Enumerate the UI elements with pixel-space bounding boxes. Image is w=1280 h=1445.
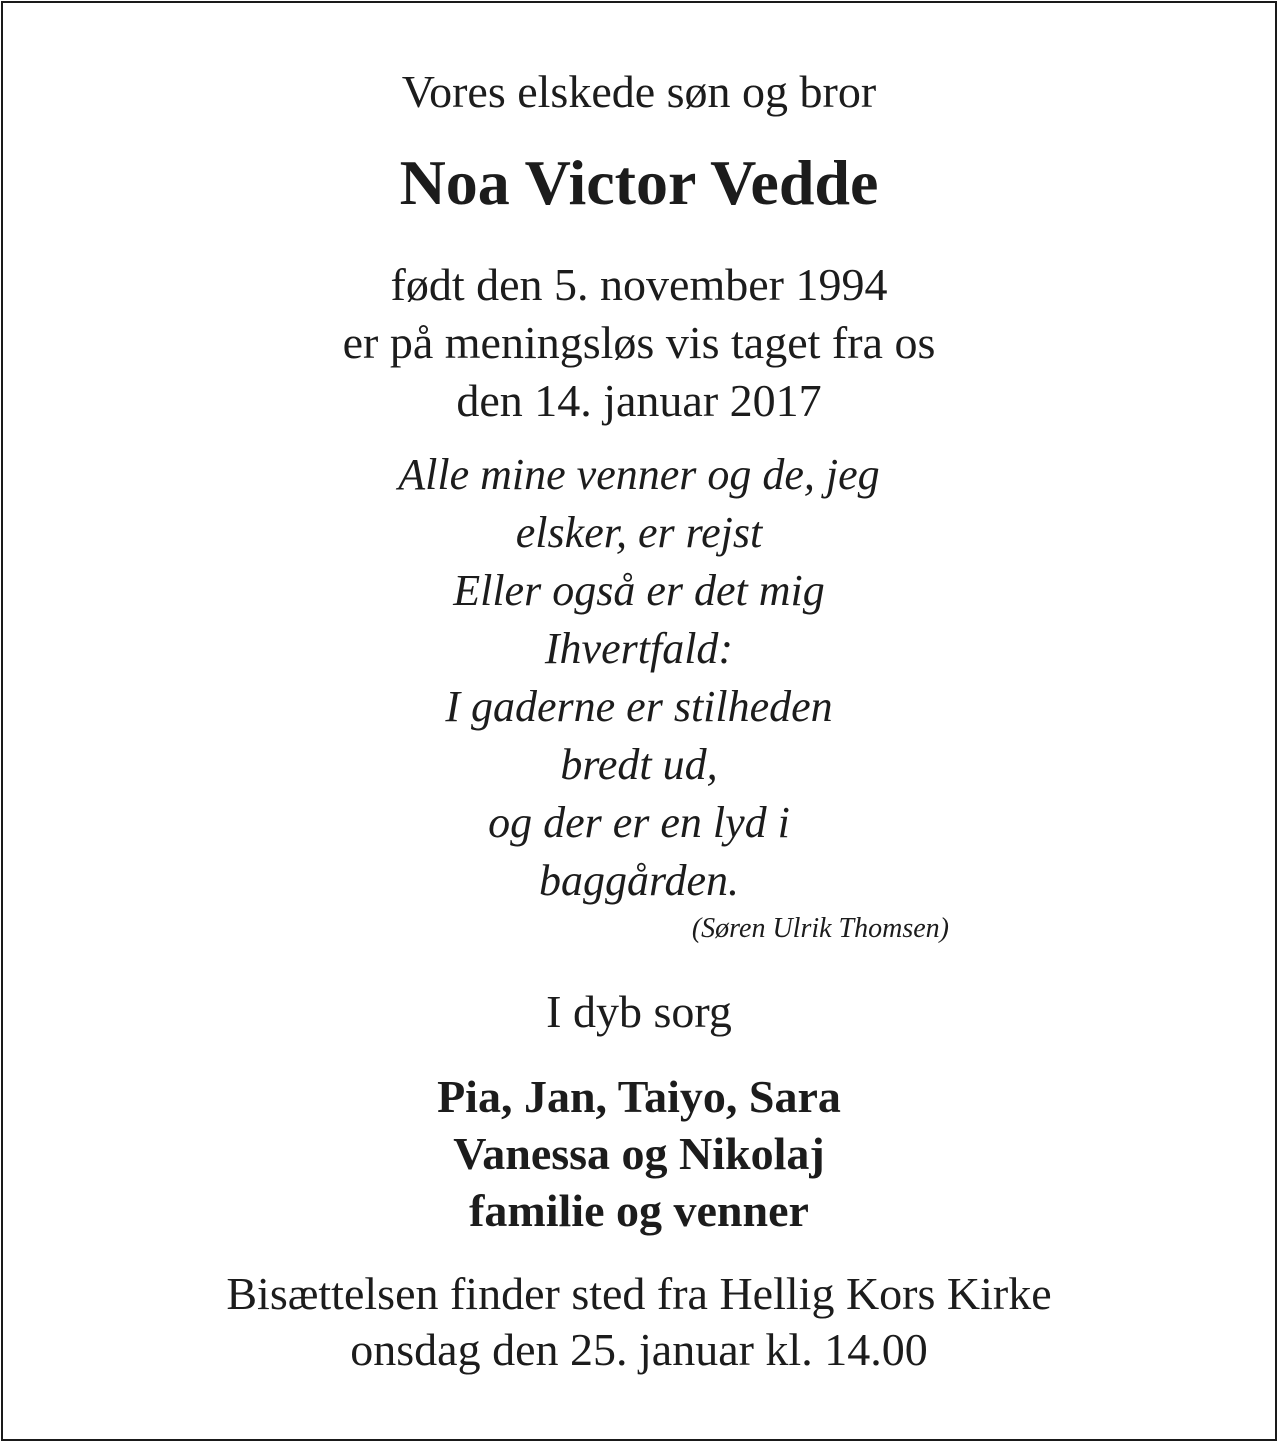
poem-line: baggården. (538, 856, 740, 905)
poem (3, 446, 1275, 910)
intro-text: Vores elskede søn og bror (401, 66, 877, 117)
family-line: Pia, Jan, Taiyo, Sara (437, 1071, 841, 1122)
poem-line: og der er en lyd i (488, 798, 790, 847)
deceased-name: Noa Victor Vedde (399, 147, 879, 218)
poem-line: Alle mine venner og de, jeg (398, 450, 880, 499)
poem-line: elsker, er rejst (515, 508, 763, 557)
family-line: Vanessa og Nikolaj (453, 1128, 825, 1179)
family-block (3, 1068, 1275, 1239)
obituary-notice (1, 1, 1277, 1441)
death-date-line: den 14. januar 2017 (456, 375, 822, 426)
funeral-info (3, 1266, 1275, 1378)
death-phrase-line: er på meningsløs vis taget fra os (342, 317, 936, 368)
family-line: familie og venner (469, 1185, 809, 1236)
poem-line: Eller også er det mig (453, 566, 825, 615)
dates-block (3, 256, 1275, 430)
poem-line: bredt ud, (560, 740, 718, 789)
funeral-location: Bisættelsen finder sted fra Hellig Kors Kirke (226, 1268, 1052, 1319)
poem-author: (Søren Ulrik Thomsen) (691, 913, 949, 944)
funeral-time: onsdag den 25. januar kl. 14.00 (350, 1324, 928, 1375)
poem-line: I gaderne er stilheden (445, 682, 833, 731)
birth-line: født den 5. november 1994 (390, 259, 888, 310)
poem-line: Ihvertfald: (544, 624, 734, 673)
mourning-text: I dyb sorg (546, 986, 732, 1037)
